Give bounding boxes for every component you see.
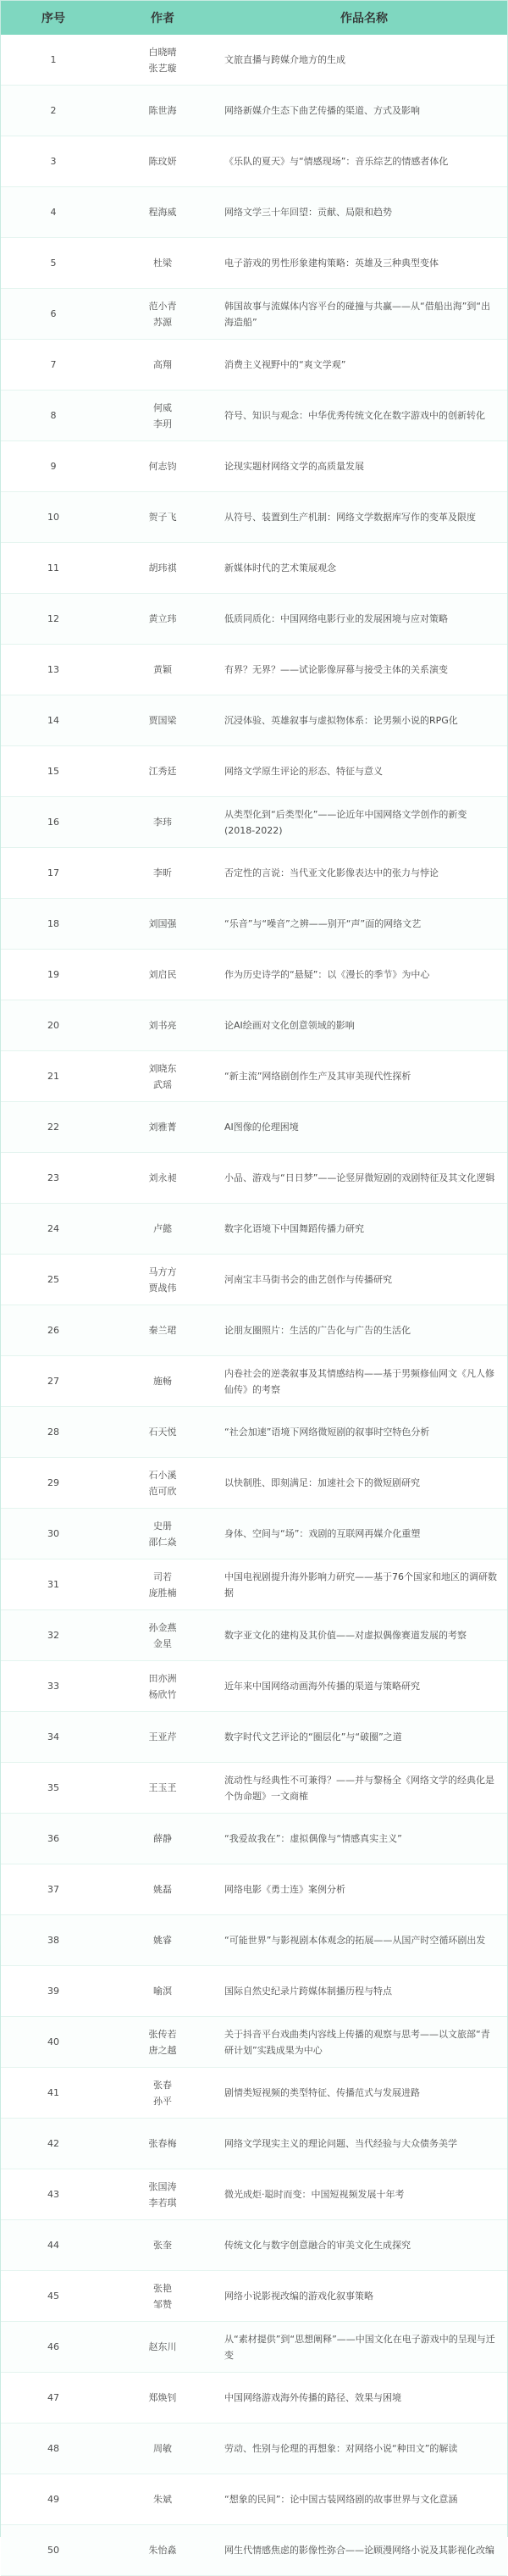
row-author: 程海威 — [148, 207, 177, 218]
row-title: 符号、知识与观念：中华优秀传统文化在数字游戏中的创新转化 — [224, 410, 485, 421]
row-number: 48 — [47, 2443, 59, 2454]
table-row — [1, 238, 507, 289]
row-author: 贺子飞 — [148, 512, 177, 523]
table-row — [1, 2220, 507, 2271]
row-title: 网生代情感焦虑的影像性弥合——论顾漫网络小说及其影视化改编 — [224, 2545, 494, 2556]
row-author: 张春 孙平 — [153, 2079, 172, 2107]
table-row — [1, 289, 507, 340]
row-title: 数字亚文化的建构及其价值——对虚拟偶像赛道发展的考察 — [224, 1630, 467, 1641]
row-title: 新媒体时代的艺术策展观念 — [224, 562, 336, 573]
row-number: 30 — [47, 1528, 59, 1539]
row-title: “可能世界”与影视剧本体观念的拓展——从国产时空循环剧出发 — [224, 1935, 486, 1946]
table-row — [1, 1610, 507, 1661]
table-row — [1, 86, 507, 136]
row-title: 消费主义视野中的“爽文学观” — [224, 359, 346, 370]
table-row — [1, 848, 507, 899]
row-title: 论朋友圈照片：生活的广告化与广告的生活化 — [224, 1325, 411, 1336]
table-row — [1, 2525, 507, 2576]
table-row — [1, 797, 507, 848]
row-author: 王亚芹 — [148, 1731, 177, 1742]
row-number: 19 — [47, 969, 59, 980]
row-author: 张国涛 李若琪 — [148, 2180, 177, 2208]
row-author: 何志钧 — [148, 461, 177, 472]
row-author: 秦兰珺 — [148, 1325, 177, 1336]
table-row — [1, 340, 507, 391]
row-author: 姚睿 — [153, 1935, 172, 1946]
row-title: 网络文学三十年回望：贡献、局限和趋势 — [224, 207, 392, 218]
row-number: 38 — [47, 1935, 59, 1946]
row-title: AI图像的伦理困境 — [224, 1122, 299, 1133]
table-row — [1, 136, 507, 187]
row-number: 39 — [47, 1986, 59, 1997]
row-title: 从类型化到“后类型化”——论近年中国网络文学创作的新变(2018-2022) — [224, 808, 467, 836]
row-author: 张春梅 — [148, 2138, 177, 2149]
header-number: 序号 — [41, 12, 65, 25]
row-number: 13 — [47, 664, 59, 675]
table-row — [1, 1000, 507, 1051]
row-title: 沉浸体验、英雄叙事与虚拟物体系：论男频小说的RPG化 — [224, 715, 458, 726]
row-author: 石小溪 范可欣 — [148, 1469, 177, 1497]
row-author: 杜梁 — [153, 258, 172, 269]
row-number: 45 — [47, 2291, 59, 2302]
row-number: 25 — [47, 1274, 59, 1285]
row-number: 41 — [47, 2087, 59, 2098]
row-number: 6 — [50, 308, 57, 319]
row-author: 朱怡淼 — [148, 2545, 177, 2556]
row-author: 田亦洲 杨欣竹 — [148, 1672, 177, 1700]
row-title: 国际自然史纪录片跨媒体制播历程与特点 — [224, 1986, 392, 1997]
row-title: 河南宝丰马街书会的曲艺创作与传播研究 — [224, 1274, 392, 1285]
row-number: 26 — [47, 1325, 59, 1336]
row-author: 石天悦 — [148, 1426, 177, 1438]
table-row — [1, 187, 507, 238]
table-row — [1, 1814, 507, 1864]
table-row — [1, 543, 507, 594]
table-row — [1, 1255, 507, 1305]
table-row — [1, 1356, 507, 1407]
row-title: 数字时代文艺评论的“圈层化”与“破圈”之道 — [224, 1731, 402, 1742]
row-number: 20 — [47, 1020, 59, 1031]
table-header — [1, 1, 507, 35]
row-author: 司若 庞胜楠 — [148, 1571, 177, 1598]
row-author: 刘雅菁 — [148, 1122, 177, 1133]
table-row — [1, 1102, 507, 1153]
table-row — [1, 2068, 507, 2119]
row-number: 35 — [47, 1782, 59, 1793]
row-title: 中国电视剧提升海外影响力研究——基于76个国家和地区的调研数据 — [224, 1571, 497, 1598]
row-number: 7 — [50, 359, 57, 370]
row-author: 赵东川 — [148, 2341, 177, 2352]
row-title: 从符号、装置到生产机制：网络文学数据库写作的变革及限度 — [224, 512, 476, 523]
row-number: 50 — [47, 2545, 59, 2556]
table-row — [1, 2017, 507, 2068]
table-row — [1, 1407, 507, 1458]
row-author: 陈世海 — [148, 105, 177, 116]
table-row — [1, 2169, 507, 2220]
row-title: “社会加速”语境下网络微短剧的叙事时空特色分析 — [224, 1426, 430, 1438]
table-row — [1, 1509, 507, 1559]
row-author: 高翔 — [153, 359, 172, 370]
row-title: “乐音”与“噪音”之辨——别开“声”面的网络文艺 — [224, 918, 422, 929]
row-number: 1 — [50, 54, 57, 65]
row-title: 从“素材提供”到“思想阐释”——中国文化在电子游戏中的呈现与迁变 — [224, 2333, 495, 2361]
row-number: 11 — [47, 562, 59, 573]
row-author: 刘书亮 — [148, 1020, 177, 1031]
row-number: 22 — [47, 1122, 59, 1133]
row-number: 16 — [47, 817, 59, 828]
row-title: “新主流”网络剧创作生产及其审美现代性探析 — [224, 1071, 411, 1082]
row-number: 29 — [47, 1477, 59, 1488]
table-row — [1, 1966, 507, 2017]
row-author: 卢懿 — [153, 1223, 172, 1234]
table-body — [1, 35, 507, 2576]
table-row — [1, 1712, 507, 1763]
table-row — [1, 441, 507, 492]
row-author: 刘国强 — [148, 918, 177, 929]
row-number: 37 — [47, 1884, 59, 1895]
row-number: 9 — [50, 461, 57, 472]
row-title: 中国网络游戏海外传播的路径、效果与困境 — [224, 2392, 401, 2403]
row-title: 身体、空间与“场”：戏剧的互联网再媒介化重塑 — [224, 1528, 421, 1539]
row-number: 49 — [47, 2494, 59, 2505]
row-number: 36 — [47, 1833, 59, 1844]
row-title: 劳动、性别与伦理的再想象：对网络小说“种田文”的解读 — [224, 2443, 458, 2454]
row-title: 论现实题材网络文学的高质量发展 — [224, 461, 364, 472]
row-title: 近年来中国网络动画海外传播的渠道与策略研究 — [224, 1681, 420, 1692]
row-number: 5 — [50, 258, 57, 269]
row-number: 17 — [47, 867, 59, 878]
row-author: 史册 邵仁焱 — [148, 1520, 177, 1548]
row-number: 44 — [47, 2240, 59, 2251]
row-author: 李昕 — [153, 867, 172, 878]
table-row — [1, 1864, 507, 1915]
table-row — [1, 1559, 507, 1610]
row-title: 网络小说影视改编的游戏化叙事策略 — [224, 2291, 373, 2302]
table-row — [1, 391, 507, 441]
row-title: 小品、游戏与“日日梦”——论竖屏微短剧的戏剧特征及其文化逻辑 — [224, 1172, 495, 1183]
row-title: 网络新媒介生态下曲艺传播的渠道、方式及影响 — [224, 105, 420, 116]
table-row — [1, 1458, 507, 1509]
table-row — [1, 1153, 507, 1204]
row-number: 24 — [47, 1223, 59, 1234]
row-author: 王玉玊 — [148, 1782, 177, 1793]
row-number: 27 — [47, 1376, 59, 1387]
row-author: 周敏 — [153, 2443, 172, 2454]
table-row — [1, 1661, 507, 1712]
table-row — [1, 2322, 507, 2373]
row-number: 43 — [47, 2189, 59, 2200]
row-title: 论AI绘画对文化创意领域的影响 — [224, 1020, 355, 1031]
row-title: 有界？无界？——试论影像屏幕与接受主体的关系演变 — [224, 664, 448, 675]
row-title: 否定性的言说：当代亚文化影像表达中的张力与悖论 — [224, 867, 439, 878]
row-title: 微光成炬·聪时而变：中国短视频发展十年考 — [224, 2189, 405, 2200]
row-number: 31 — [47, 1579, 59, 1590]
row-author: 刘永昶 — [148, 1172, 177, 1183]
table-row — [1, 1305, 507, 1356]
row-author: 胡玮祺 — [148, 562, 177, 573]
table-row — [1, 492, 507, 543]
row-number: 46 — [47, 2341, 59, 2352]
row-number: 28 — [47, 1426, 59, 1438]
row-title: 韩国故事与流媒体内容平台的碰撞与共赢——从“借船出海”到“出海造船” — [224, 300, 491, 328]
row-title: “我爱故我在”：虚拟偶像与“情感真实主义” — [224, 1833, 402, 1844]
row-author: 黄颖 — [153, 664, 172, 675]
row-number: 18 — [47, 918, 59, 929]
row-title: 低质同质化：中国网络电影行业的发展困境与应对策略 — [224, 613, 448, 624]
row-number: 40 — [47, 2036, 59, 2047]
table-row — [1, 1915, 507, 1966]
row-author: 李玮 — [153, 817, 172, 828]
row-number: 21 — [47, 1071, 59, 1082]
header-author: 作者 — [151, 12, 174, 25]
row-title: “想象的民间”：论中国古装网络剧的故事世界与文化意涵 — [224, 2494, 458, 2505]
table-row — [1, 645, 507, 695]
table-row — [1, 2271, 507, 2322]
row-author: 范小青 苏源 — [148, 300, 177, 328]
row-author: 江秀廷 — [148, 766, 177, 777]
row-author: 施畅 — [153, 1376, 172, 1387]
row-author: 朱斌 — [153, 2494, 172, 2505]
row-author: 贾国梁 — [148, 715, 177, 726]
row-title: 内卷社会的逆袭叙事及其情感结构——基于男频修仙网文《凡人修仙传》的考察 — [224, 1367, 494, 1395]
row-author: 刘启民 — [148, 969, 177, 980]
row-author: 刘晓东 武瑶 — [148, 1062, 177, 1090]
row-number: 15 — [47, 766, 59, 777]
row-author: 何威 李玥 — [153, 402, 172, 429]
row-author: 姚磊 — [153, 1884, 172, 1895]
row-number: 4 — [50, 207, 57, 218]
row-title: 以快制胜、即刻满足：加速社会下的微短剧研究 — [224, 1477, 420, 1488]
row-title: 作为历史诗学的“悬疑”：以《漫长的季节》为中心 — [224, 969, 430, 980]
table-row — [1, 2424, 507, 2474]
row-author: 郑焕钊 — [148, 2392, 177, 2403]
row-author: 陈玟妍 — [148, 156, 177, 167]
table-row — [1, 2119, 507, 2169]
table-row — [1, 950, 507, 1000]
row-title: 《乐队的夏天》与“情感现场”：音乐综艺的情感者体化 — [224, 156, 449, 167]
row-title: 数字化语境下中国舞蹈传播力研究 — [224, 1223, 364, 1234]
row-number: 12 — [47, 613, 59, 624]
row-number: 3 — [50, 156, 57, 167]
row-title: 关于抖音平台戏曲类内容线上传播的观察与思考——以文旅部“青研计划”实践成果为中心 — [224, 2028, 490, 2056]
table-row — [1, 594, 507, 645]
row-number: 33 — [47, 1681, 59, 1692]
row-author: 薛静 — [153, 1833, 172, 1844]
row-author: 白晓晴 张艺璇 — [148, 46, 177, 74]
table-row — [1, 695, 507, 746]
table-row — [1, 746, 507, 797]
row-number: 34 — [47, 1731, 59, 1742]
row-number: 2 — [50, 105, 57, 116]
row-number: 23 — [47, 1172, 59, 1183]
row-title: 网络文学原生评论的形态、特征与意义 — [224, 766, 383, 777]
row-author: 马方方 贾战伟 — [148, 1266, 177, 1294]
row-author: 张传若 唐之越 — [148, 2028, 177, 2056]
row-title: 文旅直播与跨媒介地方的生成 — [224, 54, 345, 65]
row-title: 网络文学现实主义的理论问题、当代经验与大众债务美学 — [224, 2138, 457, 2149]
row-author: 孙金燕 金星 — [148, 1621, 177, 1649]
row-number: 32 — [47, 1630, 59, 1641]
row-number: 8 — [50, 410, 57, 421]
table-row — [1, 2373, 507, 2424]
table-row — [1, 1763, 507, 1814]
table-row — [1, 35, 507, 86]
row-title: 剧情类短视频的类型特征、传播范式与发展进路 — [224, 2087, 420, 2098]
row-number: 42 — [47, 2138, 59, 2149]
row-author: 喻溟 — [153, 1986, 172, 1997]
row-author: 黄立玮 — [148, 613, 177, 624]
row-title: 流动性与经典性不可兼得？——并与黎杨全《网络文学的经典化是个伪命题》一文商榷 — [224, 1774, 494, 1802]
row-title: 电子游戏的男性形象建构策略：英雄及三种典型变体 — [224, 258, 439, 269]
table-row — [1, 1051, 507, 1102]
row-number: 47 — [47, 2392, 59, 2403]
row-author: 张奎 — [153, 2240, 172, 2251]
table-row — [1, 2474, 507, 2525]
row-number: 10 — [47, 512, 59, 523]
table-row — [1, 1204, 507, 1255]
row-title: 传统文化与数字创意融合的审美文化生成探究 — [224, 2240, 411, 2251]
row-number: 14 — [47, 715, 59, 726]
row-title: 网络电影《勇士连》案例分析 — [224, 1884, 345, 1895]
header-title: 作品名称 — [340, 12, 388, 25]
row-author: 张艳 邹赞 — [153, 2282, 172, 2310]
table-row — [1, 899, 507, 950]
